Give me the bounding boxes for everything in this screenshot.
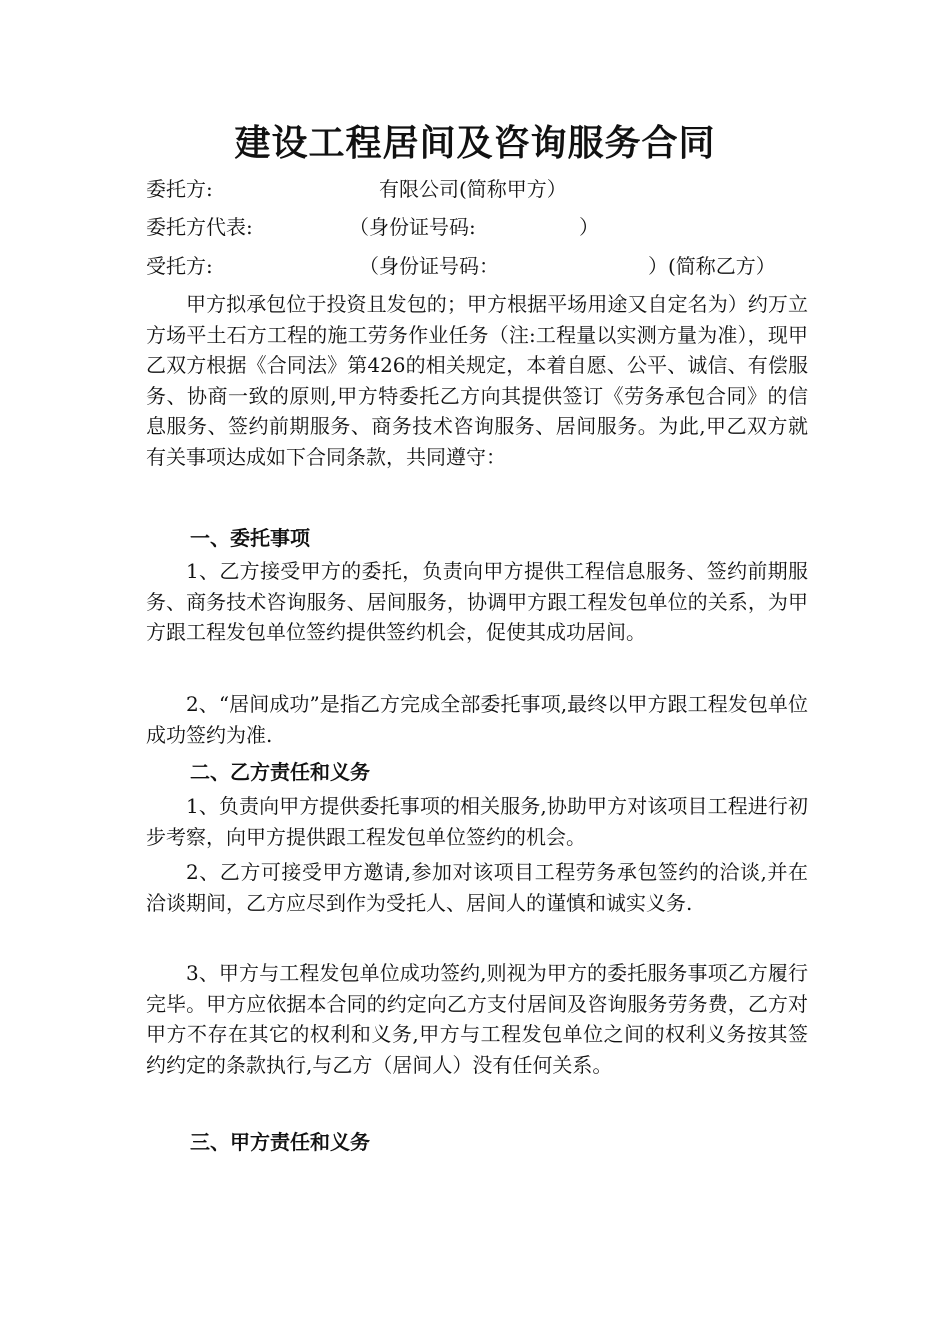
- client-label: 委托方:: [146, 177, 213, 201]
- contractor-id: （身份证号码：: [359, 254, 499, 278]
- client-line: [146, 174, 808, 204]
- section-2-item-1: 1、负责向甲方提供委托事项的相关服务,协助甲方对该项目工程进行初步考察，向甲方提供跟工程发包单位签约的机会。: [146, 794, 808, 849]
- client-company: 有限公司(简称甲方）: [379, 177, 567, 201]
- section-3-heading: 三、甲方责任和义务: [190, 1130, 370, 1154]
- representative-id-close: ）: [579, 215, 599, 239]
- preamble-paragraph: 甲方拟承包位于投资且发包的；甲方根据平场用途又自定名为）约万立方场平土石方工程的施工劳务作业任务（注:工程量以实测方量为准），现甲乙双方根据《合同法》第426的相关规定，本着自愿、公平、诚信、有偿服务、协商一致的原则,甲方特委托乙方向其提供签订《劳务承包合同》的信息服务、签约前期服务、商务技术咨询服务、居间服务。为此,甲乙双方就有关事项达成如下合同条款，共同遵守：: [146, 292, 808, 469]
- document-title: 建设工程居间及咨询服务合同: [234, 122, 716, 164]
- contractor-label: 受托方:: [146, 254, 213, 278]
- section-2-item-2: 2、乙方可接受甲方邀请,参加对该项目工程劳务承包签约的洽谈,并在洽谈期间，乙方应尽到作为受托人、居间人的谨慎和诚实义务.: [146, 860, 808, 915]
- section-1-item-1: 1、乙方接受甲方的委托，负责向甲方提供工程信息服务、签约前期服务、商务技术咨询服务、居间服务，协调甲方跟工程发包单位的关系，为甲方跟工程发包单位签约提供签约机会，促使其成功居间。: [146, 559, 808, 644]
- section-1-item-2: 2、“居间成功”是指乙方完成全部委托事项,最终以甲方跟工程发包单位成功签约为准.: [146, 692, 808, 747]
- representative-line: [146, 212, 808, 242]
- contractor-line: [146, 251, 808, 281]
- representative-id: （身份证号码:: [349, 215, 476, 239]
- contractor-short: ）(简称乙方）: [648, 254, 776, 278]
- section-2-item-3: 3、甲方与工程发包单位成功签约,则视为甲方的委托服务事项乙方履行完毕。甲方应依据本合同的约定向乙方支付居间及咨询服务劳务费，乙方对甲方不存在其它的权利和义务,甲方与工程发包单位之间的权利义务按其签约约定的条款执行,与乙方（居间人）没有任何关系。: [146, 961, 808, 1077]
- section-2-heading: 二、乙方责任和义务: [190, 760, 370, 784]
- representative-label: 委托方代表:: [146, 215, 253, 239]
- section-1-heading: 一、委托事项: [190, 526, 310, 550]
